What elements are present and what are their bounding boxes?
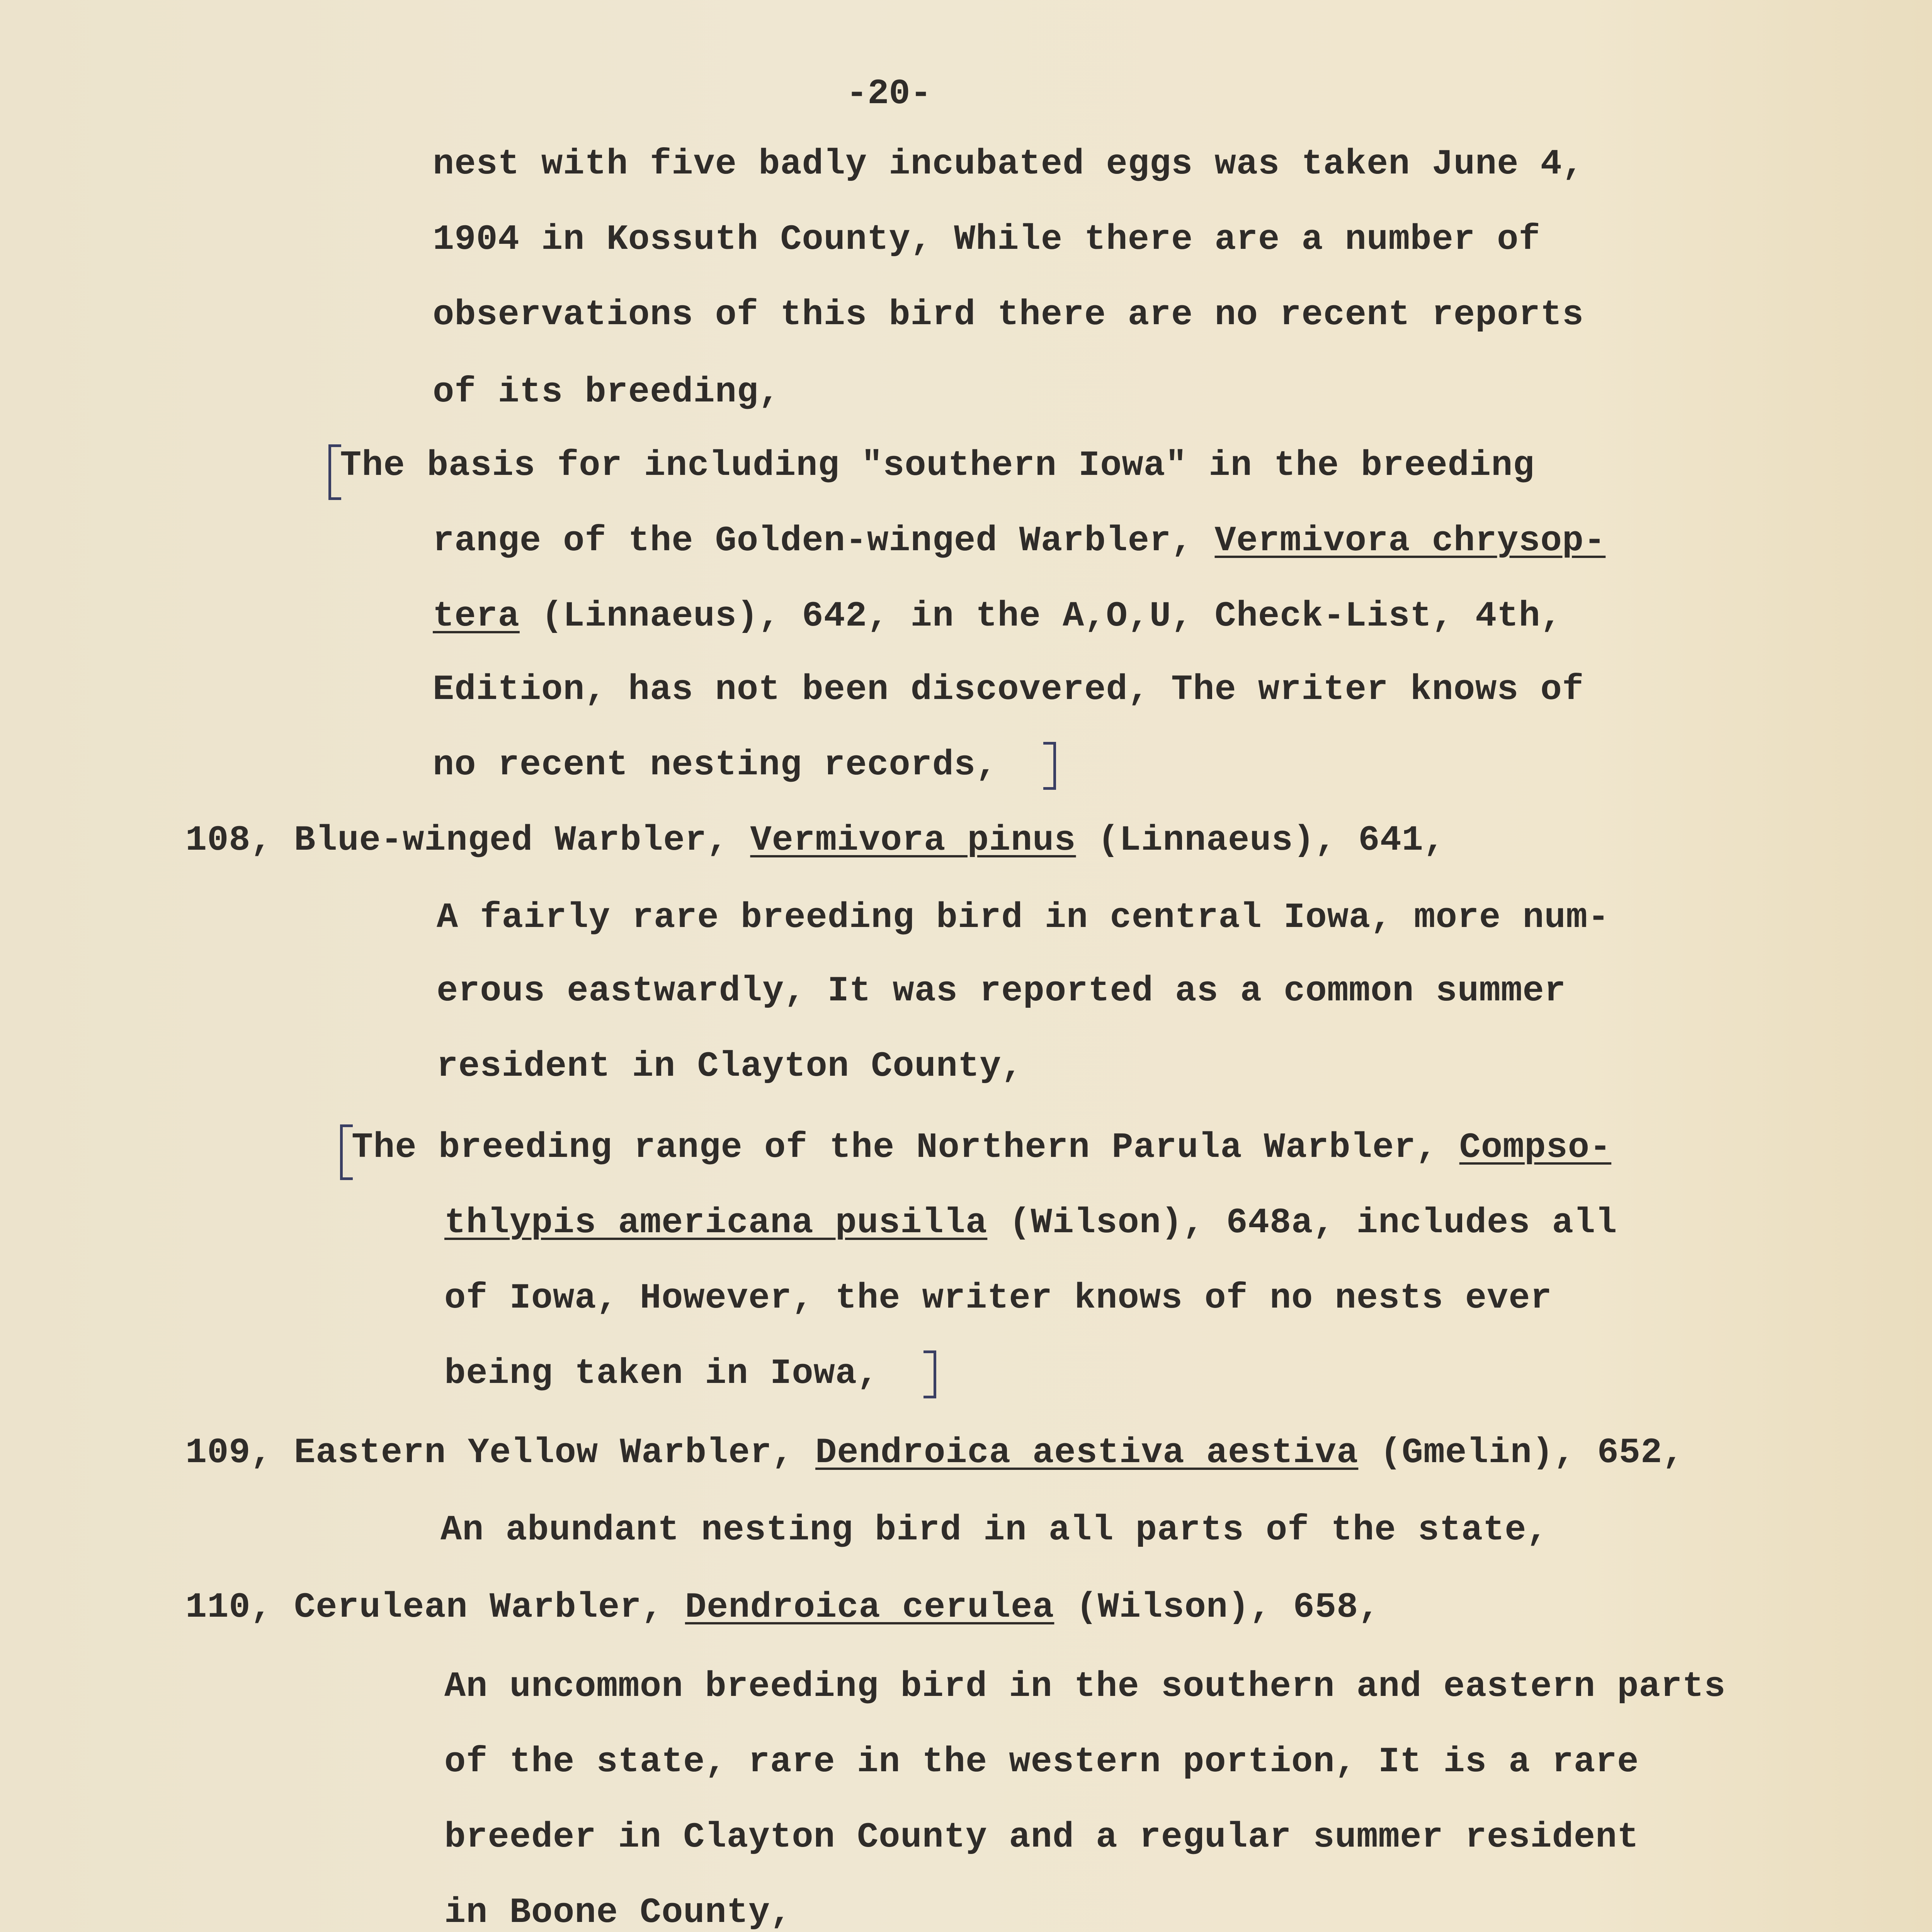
- text-segment: A fairly rare breeding bird in central Iowa, more num-: [437, 897, 1610, 938]
- text-line-3: [433, 294, 1584, 336]
- text-segment: (Wilson), 648a, includes all: [987, 1202, 1617, 1243]
- text-line-18: [185, 1432, 1684, 1474]
- scientific-name: Vermivora chrysop-: [1214, 520, 1606, 561]
- scientific-name: Dendroica cerulea: [685, 1587, 1054, 1628]
- text-line-4: [433, 371, 780, 413]
- text-segment: (Linnaeus), 642, in the A,O,U, Check-List, 4th,: [519, 596, 1562, 636]
- text-line-19: [440, 1509, 1548, 1551]
- text-line-5: [340, 444, 1535, 487]
- text-line-2: [433, 218, 1541, 261]
- text-line-8: [433, 668, 1584, 711]
- scientific-name: Compso-: [1459, 1127, 1612, 1168]
- text-line-11: [437, 896, 1609, 939]
- text-segment: (Gmelin), 652,: [1358, 1432, 1684, 1473]
- text-line-15: [444, 1202, 1617, 1244]
- text-line-7: [433, 595, 1562, 638]
- text-line-20: [185, 1586, 1380, 1629]
- text-segment: The basis for including "southern Iowa" in the breeding: [340, 445, 1535, 486]
- text-segment: 108, Blue-winged Warbler,: [185, 820, 750, 861]
- text-segment: An uncommon breeding bird in the southern and eastern parts: [444, 1666, 1726, 1707]
- text-segment: 1904 in Kossuth County, While there are a number of: [433, 219, 1541, 260]
- text-segment: 110, Cerulean Warbler,: [185, 1587, 685, 1628]
- scientific-name: tera: [433, 596, 520, 636]
- text-line-17: [444, 1352, 879, 1395]
- text-segment: of its breeding,: [433, 372, 781, 412]
- text-segment: in Boone County,: [444, 1892, 792, 1932]
- open-bracket-mark: [328, 444, 341, 500]
- text-segment: resident in Clayton County,: [437, 1046, 1023, 1087]
- text-segment: observations of this bird there are no recent reports: [433, 294, 1584, 335]
- text-line-24: [444, 1891, 792, 1932]
- page-number: -20-: [846, 73, 932, 114]
- text-segment: breeder in Clayton County and a regular summer resident: [444, 1817, 1639, 1857]
- text-segment: Edition, has not been discovered, The writer knows of: [433, 669, 1584, 710]
- text-segment: range of the Golden-winged Warbler,: [433, 520, 1215, 561]
- text-segment: erous eastwardly, It was reported as a common summer: [437, 971, 1566, 1011]
- text-segment: nest with five badly incubated eggs was taken June 4,: [433, 144, 1584, 184]
- text-segment: 109, Eastern Yellow Warbler,: [185, 1432, 816, 1473]
- text-segment: no recent nesting records,: [433, 745, 998, 785]
- text-segment: being taken in Iowa,: [444, 1353, 879, 1394]
- text-segment: (Wilson), 658,: [1054, 1587, 1380, 1628]
- text-line-6: [433, 520, 1605, 562]
- close-bracket-mark: [1043, 742, 1056, 790]
- close-bracket-mark: [923, 1350, 936, 1398]
- text-line-22: [444, 1741, 1639, 1783]
- text-segment: of Iowa, However, the writer knows of no nests ever: [444, 1278, 1552, 1318]
- scientific-name: Vermivora pinus: [750, 820, 1076, 861]
- text-line-16: [444, 1277, 1552, 1320]
- text-segment: An abundant nesting bird in all parts of the state,: [440, 1510, 1548, 1550]
- text-segment: (Linnaeus), 641,: [1076, 820, 1446, 861]
- text-line-23: [444, 1816, 1639, 1859]
- text-segment: of the state, rare in the western portion, It is a rare: [444, 1742, 1639, 1782]
- text-line-9: [433, 744, 997, 786]
- text-line-21: [444, 1665, 1726, 1708]
- text-line-13: [437, 1045, 1023, 1088]
- text-line-12: [437, 970, 1566, 1012]
- text-line-1: [433, 143, 1584, 185]
- scientific-name: thlypis americana pusilla: [444, 1202, 988, 1243]
- scientific-name: Dendroica aestiva aestiva: [815, 1432, 1359, 1473]
- text-line-10: [185, 819, 1445, 862]
- text-line-14: [352, 1126, 1611, 1169]
- text-segment: The breeding range of the Northern Parula Warbler,: [352, 1127, 1459, 1168]
- open-bracket-mark: [340, 1124, 353, 1180]
